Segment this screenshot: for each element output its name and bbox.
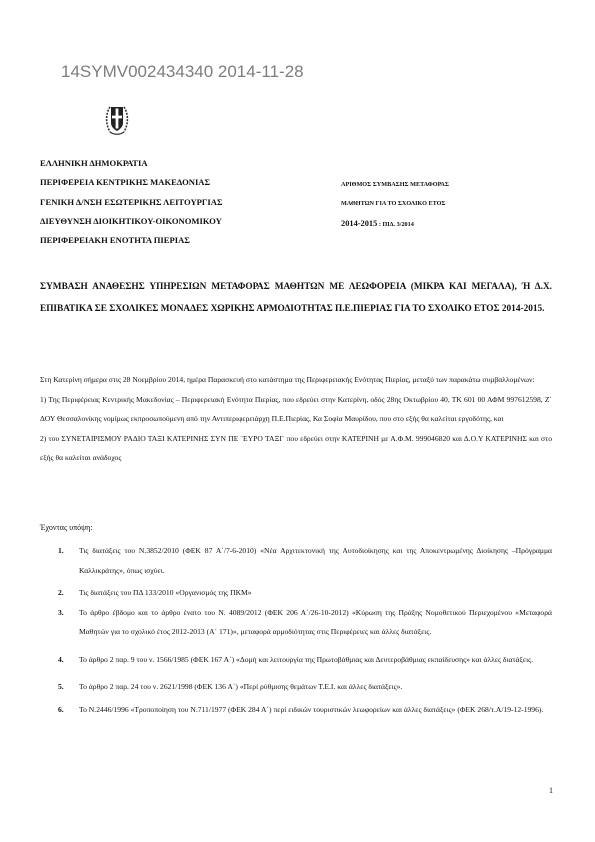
list-item-text: Το άρθρο 2 παρ. 9 του ν. 1566/1985 (ΦΕΚ 167 Α΄) «Δομή και λειτουργία της Πρωτοβάθμιας και Δευτεροβάθμιας εκπαίδευσης» και άλλες διατάξεις. <box>79 654 534 664</box>
list-item-number: 2. <box>58 588 64 597</box>
school-year-value: 2014-2015 <box>341 218 378 228</box>
header-line-directorate: ΔΙΕΥΘΥΝΣΗ ΔΙΟΙΚΗΤΙΚΟΥ-ΟΙΚΟΝΟΜΙΚΟΥ <box>40 215 222 226</box>
ada-code: 14SYMV002434340 2014-11-28 <box>61 62 304 81</box>
party-contractor-paragraph: 2) του ΣΥΝΕΤΑΙΡΙΣΜΟΥ ΡΑΔΙΟ ΤΑΞΙ ΚΑΤΕΡΙΝΗΣ ΣΥΝ ΠΕ ¨ΕΥΡΟ ΤΑΞΙ¨ που εδρεύει στην ΚΑΤΕΡΙΝΗ με Α.Φ.Μ. 999046820 και Δ.Ο.Υ ΚΑΤΕΡΙΝΗΣ και στο εξής θα καλείται ανάδοχος <box>40 433 552 463</box>
issuing-authority-header <box>40 154 223 250</box>
list-item <box>58 677 552 697</box>
list-item <box>58 541 552 580</box>
legal-basis-list <box>58 541 552 719</box>
list-item-text: Το άρθρο 2 παρ. 24 του ν. 2621/1998 (ΦΕΚ 136 Α΄) «Περί ρύθμισης θεμάτων Τ.Ε.Ι. και άλλες διατάξεις». <box>79 682 403 691</box>
party-employer-paragraph: 1) Της Περιφέρειας Κεντρικής Μακεδονίας – Περιφερειακή Ενότητα Πιερίας, που εδρεύει στην Κατερίνη, οδός 28ης Οκτωβρίου 40, ΤΚ 601 00 ΑΦΜ 997612598, Ζ΄ ΔΟΥ Θεσσαλονίκης νομίμως εκπροσωπούμενη από την Αντιπεριφερειάρχη Π.Ε.Πιερίας, Κα Σοφία Μαυρίδου, που στο εξής θα καλείται εργοδότης, και <box>40 394 552 424</box>
protocol-number: : ΠΙΔ. 3/2014 <box>377 220 414 228</box>
list-item-text: Το Ν.2446/1996 «Τροποποίηση του Ν.711/1977 (ΦΕΚ 284 Α΄) περί ειδικών τουριστικών λεωφορείων και άλλες διατάξεις» (ΦΕΚ 268/τ.Α/19-12-1996). <box>79 704 544 714</box>
list-item-number: 6. <box>58 704 64 714</box>
list-item-number: 1. <box>58 546 64 555</box>
header-line-regional-unit: ΠΕΡΙΦΕΡΕΙΑΚΗ ΕΝΟΤΗΤΑ ΠΙΕΡΙΑΣ <box>40 235 190 246</box>
list-item-text: Τις διατάξεις του Ν.3852/2010 (ΦΕΚ 87 Α΄/7-6-2010) «Νέα Αρχιτεκτονική της Αυτοδιοίκησης και της Αποκεντρωμένης Διοίκησης –Πρόγραμμα Καλλικράτης», όπως ισχύει. <box>79 546 552 575</box>
contract-number-value <box>341 214 449 234</box>
header-line-region: ΠΕΡΙΦΕΡΕΙΑ ΚΕΝΤΡΙΚΗΣ ΜΑΚΕΔΟΝΙΑΣ <box>40 177 211 188</box>
header-line-general-directorate: ΓΕΝΙΚΗ Δ/ΝΣΗ ΕΣΩΤΕΡΙΚΗΣ ΛΕΙΤΟΥΡΓΙΑΣ <box>40 196 223 207</box>
contract-number-block <box>341 175 449 234</box>
list-item-number: 3. <box>58 607 64 617</box>
preamble-paragraph: Στη Κατερίνη σήμερα στις 28 Νοεμβρίου 2014, ημέρα Παρασκευή στο κατάστημα της Περιφερειακής Ενότητας Πιερίας, μεταξύ των παρακάτω συμβαλλομένων: <box>40 375 535 384</box>
list-item <box>58 700 552 720</box>
list-item-text: Τις διατάξεις του ΠΔ 133/2010 «Οργανισμός της ΠΚΜ» <box>79 588 252 597</box>
greek-state-emblem-icon <box>104 101 130 139</box>
considering-heading: Έχοντας υπόψη: <box>40 523 93 532</box>
list-item <box>58 583 552 603</box>
list-item-number: 5. <box>58 682 64 691</box>
list-item <box>58 650 552 670</box>
contract-number-label: ΑΡΙΘΜΟΣ ΣΥΜΒΑΣΗΣ ΜΕΤΑΦΟΡΑΣ <box>341 181 449 188</box>
school-year-label: ΜΑΘΗΤΩΝ ΓΙΑ ΤΟ ΣΧΟΛΙΚΟ ΕΤΟΣ <box>341 200 446 208</box>
list-item-text: Το άρθρο έβδομο και το άρθρο ένατο του Ν. 4089/2012 (ΦΕΚ 206 Α΄/26-10-2012) «Κύρωση της Πράξης Νομοθετικού Περιεχομένου «Μεταφορά Μαθητών για το σχολικό έτος 2012-2013 (Α΄ 171)», μεταφορά αρμοδιότητας στις Περιφέρειες και άλλες διατάξεις. <box>79 607 552 636</box>
page-number: 1 <box>549 786 553 795</box>
list-item <box>58 603 552 642</box>
contract-preamble <box>40 370 552 468</box>
list-item-number: 4. <box>58 654 64 664</box>
header-line-republic: ΕΛΛΗΝΙΚΗ ΔΗΜΟΚΡΑΤΙΑ <box>40 158 148 168</box>
contract-title: ΣΥΜΒΑΣΗ ΑΝΑΘΕΣΗΣ ΥΠΗΡΕΣΙΩΝ ΜΕΤΑΦΟΡΑΣ ΜΑΘΗΤΩΝ ΜΕ ΛΕΩΦΟΡΕΙΑ (ΜΙΚΡΑ ΚΑΙ ΜΕΓΑΛΑ), Ή Δ.Χ. ΕΠΙΒΑΤΙΚΑ ΣΕ ΣΧΟΛΙΚΕΣ ΜΟΝΑΔΕΣ ΧΩΡΙΚΗΣ ΑΡΜΟΔΙΟΤΗΤΑΣ Π.Ε.ΠΙΕΡΙΑΣ ΓΙΑ ΤΟ ΣΧΟΛΙΚΟ ΕΤΟΣ 2014-2015. <box>40 282 552 314</box>
